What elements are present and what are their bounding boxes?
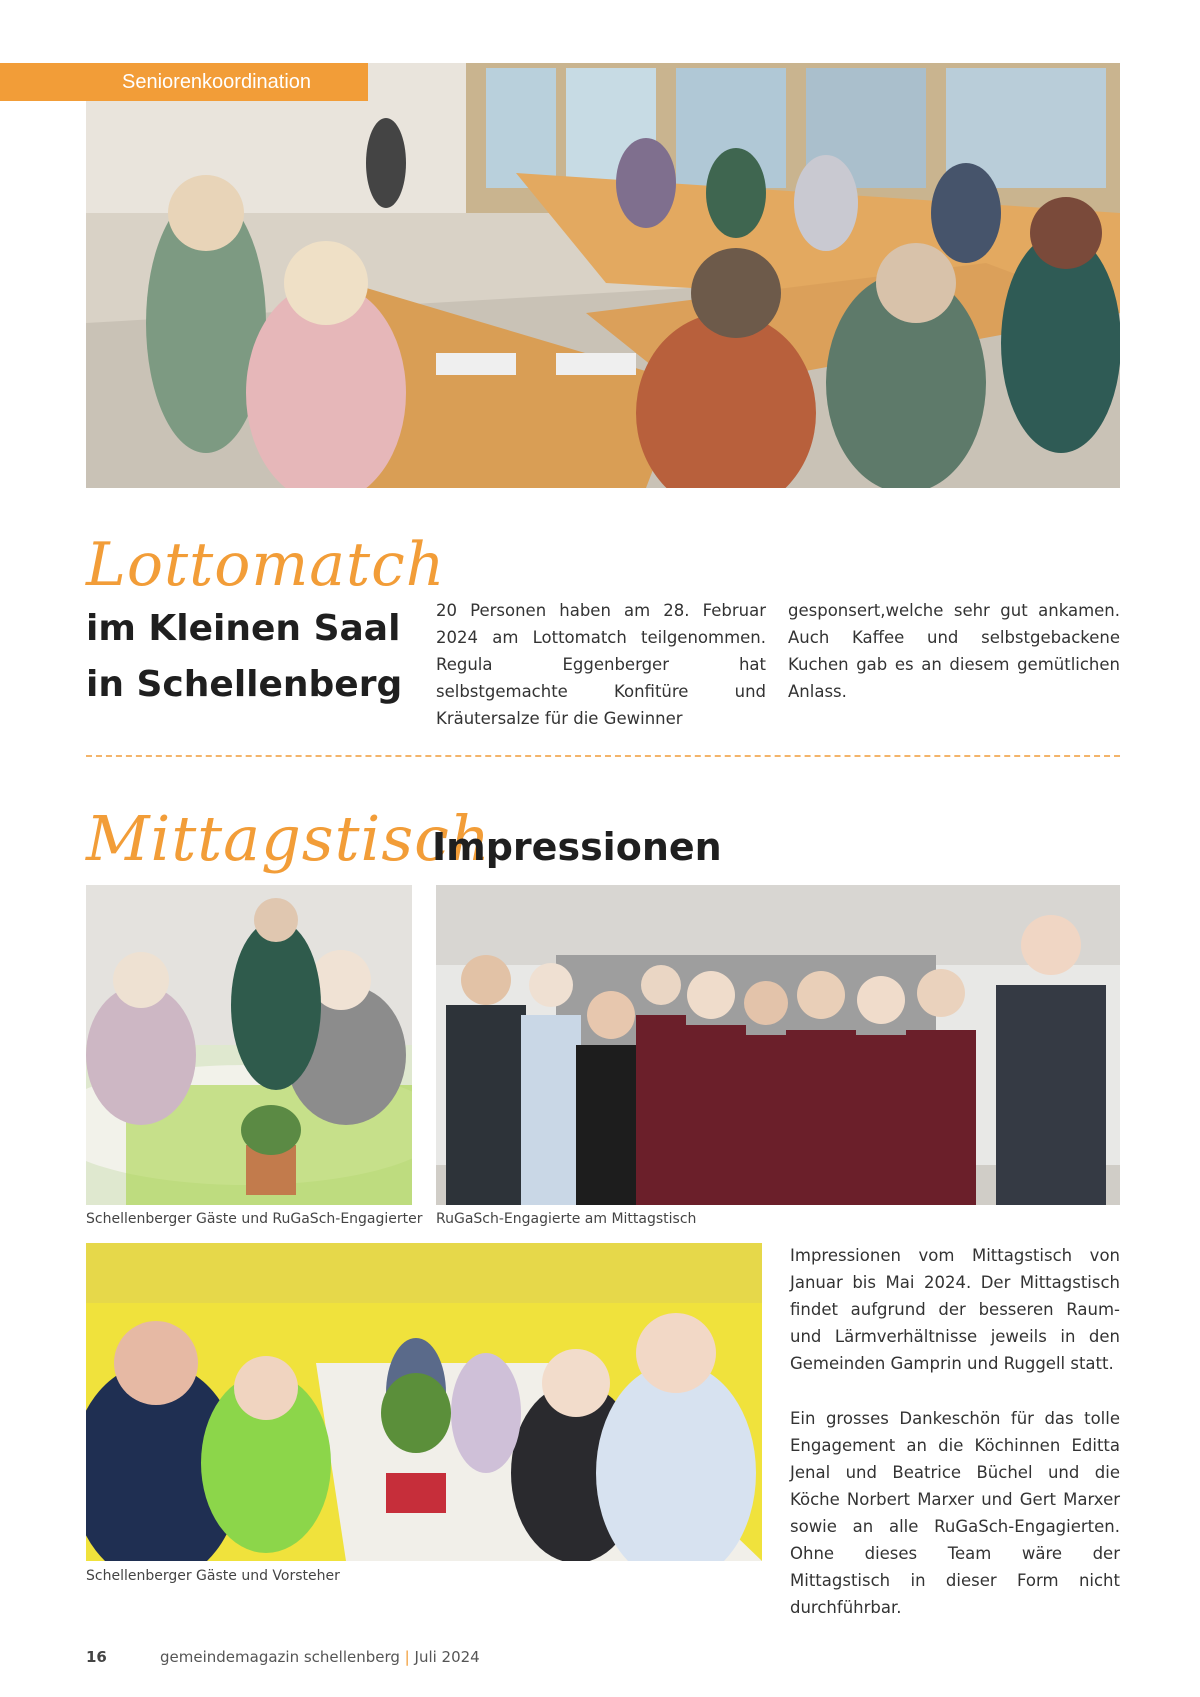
volunteers-photo [436, 885, 1120, 1205]
footer-separator: | [404, 1648, 410, 1666]
lottomatch-column-2: gesponsert,welche sehr gut ankamen. Auch Kaffee und selbstgebackene Kuchen gab es an diesem gemütlichen Anlass. [788, 601, 1120, 701]
footer-publication [160, 1648, 480, 1666]
section-divider [86, 755, 1120, 757]
mittagstisch-script-title: Mittagstisch [86, 802, 491, 875]
lottomatch-column-1: 20 Personen haben am 28. Februar 2024 am Lottomatch teilgenommen. Regula Eggenberger hat selbstgemachte Konfitüre und Kräutersalze für die Gewinner [436, 601, 766, 728]
page-number: 16 [86, 1648, 107, 1666]
lottomatch-script-title: Lottomatch [86, 530, 446, 600]
section-tag: Seniorenkoordination [0, 63, 368, 101]
footer-magazine-name: gemeindemagazin schellenberg [160, 1648, 400, 1666]
caption-guests-photo-1: Schellenberger Gäste und RuGaSch-Engagierter [86, 1211, 423, 1227]
guests-mayor-photo [86, 1243, 762, 1561]
mittagstisch-paragraph-2: Ein grosses Dankeschön für das tolle Engagement an die Köchinnen Editta Jenal und Beatrice Büchel und die Köche Norbert Marxer und Gert Marxer sowie an alle RuGaSch-Engagierten. Ohne dieses Team wäre der Mittagstisch in dieser Form nicht durchführbar. [790, 1409, 1120, 1617]
footer-issue: Juli 2024 [414, 1648, 480, 1666]
lottomatch-subtitle-line2: in Schellenberg [86, 664, 403, 705]
caption-guests-mayor-photo: Schellenberger Gäste und Vorsteher [86, 1568, 340, 1584]
mittagstisch-heading: Impressionen [432, 825, 722, 869]
guests-photo-1 [86, 885, 412, 1205]
caption-volunteers-photo: RuGaSch-Engagierte am Mittagstisch [436, 1211, 697, 1227]
lottomatch-photo [86, 63, 1120, 488]
lottomatch-subtitle-line1: im Kleinen Saal [86, 608, 401, 649]
mittagstisch-paragraph-1: Impressionen vom Mittagstisch von Januar bis Mai 2024. Der Mittagstisch findet aufgrund der besseren Raum- und Lärmverhältnisse jeweils in den Gemeinden Gamprin und Ruggell statt. [790, 1246, 1120, 1373]
